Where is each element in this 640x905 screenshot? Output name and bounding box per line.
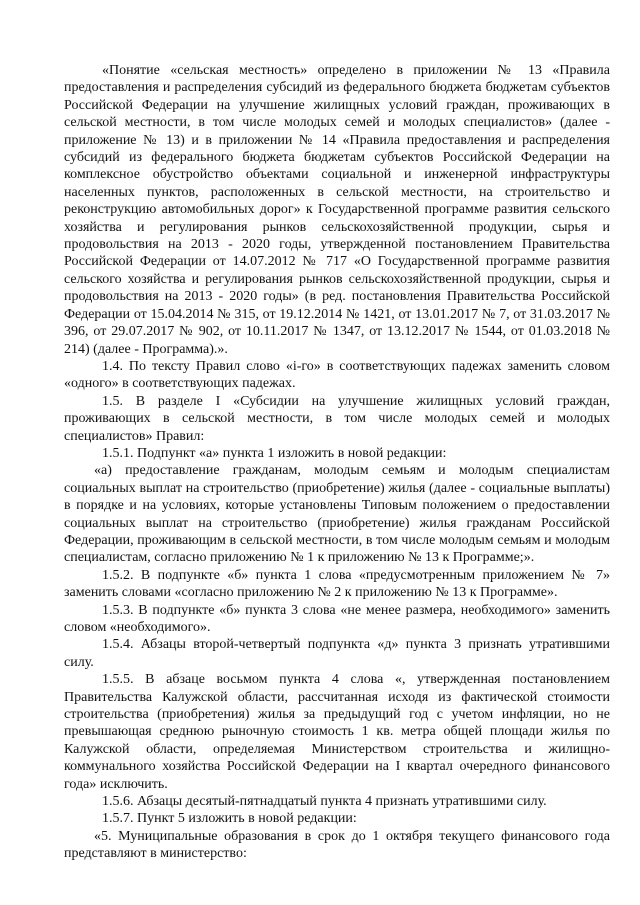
paragraph-subitem-a: «а) предоставление гражданам, молодым семьям и молодым специалистам социальных выплат на строительство (приобретение) жилья (далее - социальные выплаты) в порядке и на условиях, которые установлены Типовым положением о предоставлении социальных выплат на строительство (приобретение) жилья гражданам Российской Федерации, проживающим в сельской местности, в том числе молодым семьям и молодым специалистам, согласно приложению № 1 к приложению № 13 к Программе;». [64,463,610,566]
paragraph-rural-area-definition: «Понятие «сельская местность» определено в приложении № 13 «Правила предоставления и распределения субсидий из федерального бюджета бюджетам субъектов Российской Федерации на улучшение жилищных условий граждан, проживающих в сельской местности, в том числе молодых семей и молодых специалистов» (далее - приложение № 13) и в приложении № 14 «Правила предоставления и распределения субсидий из федерального бюджета бюджетам субъектов Российской Федерации на комплексное обустройство объектами социальной и инженерной инфраструктуры населенных пунктов, расположенных в сельской местности, на строительство и реконструкцию автомобильных дорог» к Государственной программе развития сельского хозяйства и регулирования рынков сельскохозяйственной продукции, сырья и продовольствия на 2013 - 2020 годы, утвержденной постановлением Правительства Российской Федерации от 14.07.2012 № 717 «О Государственной программе развития сельского хозяйства и регулирования рынков сельскохозяйственной продукции, сырья и продовольствия на 2013 - 2020 годы» (в ред. постановления Правительства Российской Федерации от 15.04.2014 № 315, от 19.12.2014 № 1421, от 13.01.2017 № 7, от 31.03.2017 № 396, от 29.07.2017 № 902, от 10.11.2017 № 1347, от 13.12.2017 № 1544, от 01.03.2018 № 214) (далее - Программа).». [64,63,610,357]
paragraph-item-5: «5. Муниципальные образования в срок до 1 октября текущего финансового года представляют в министерство: [64,828,610,862]
paragraph-1-5: 1.5. В разделе I «Субсидии на улучшение жилищных условий граждан, проживающих в сельской местности, в том числе молодых семей и молодых специалистов» Правил: [64,393,610,444]
document-page [64,62,610,863]
paragraph-1-5-7: 1.5.7. Пункт 5 изложить в новой редакции: [102,811,357,827]
paragraph-1-5-3: 1.5.3. В подпункте «б» пункта 3 слова «не менее размера, необходимого» заменить словом «необходимого». [64,602,610,635]
paragraph-1-4: 1.4. По тексту Правил слово «i-го» в соответствующих падежах заменить словом «одного» в соответствующих падежах. [64,358,610,392]
paragraph-1-5-2: 1.5.2. В подпункте «б» пункта 1 слова «предусмотренным приложением № 7» заменить словами «согласно приложению № 2 к приложению № 13 к Программе». [64,567,610,601]
paragraph-1-5-4: 1.5.4. Абзацы второй-четвертый подпункта «д» пункта 3 признать утратившими силу. [64,637,610,670]
paragraph-1-5-5: 1.5.5. В абзаце восьмом пункта 4 слова «, утвержденная постановлением Правительства Калужской области, рассчитанная исходя из фактической стоимости строительства (приобретения) жилья за предыдущий год с учетом инфляции, но не превышающая среднюю рыночную стоимость 1 кв. метра общей площади жилья по Калужской области, определяемая Министерством строительства и жилищно-коммунального хозяйства Российской Федерации на I квартал очередного финансового года» исключить. [64,672,610,792]
paragraph-1-5-6: 1.5.6. Абзацы десятый-пятнадцатый пункта 4 признать утратившими силу. [102,794,547,810]
paragraph-1-5-1: 1.5.1. Подпункт «а» пункта 1 изложить в новой редакции: [102,445,447,461]
